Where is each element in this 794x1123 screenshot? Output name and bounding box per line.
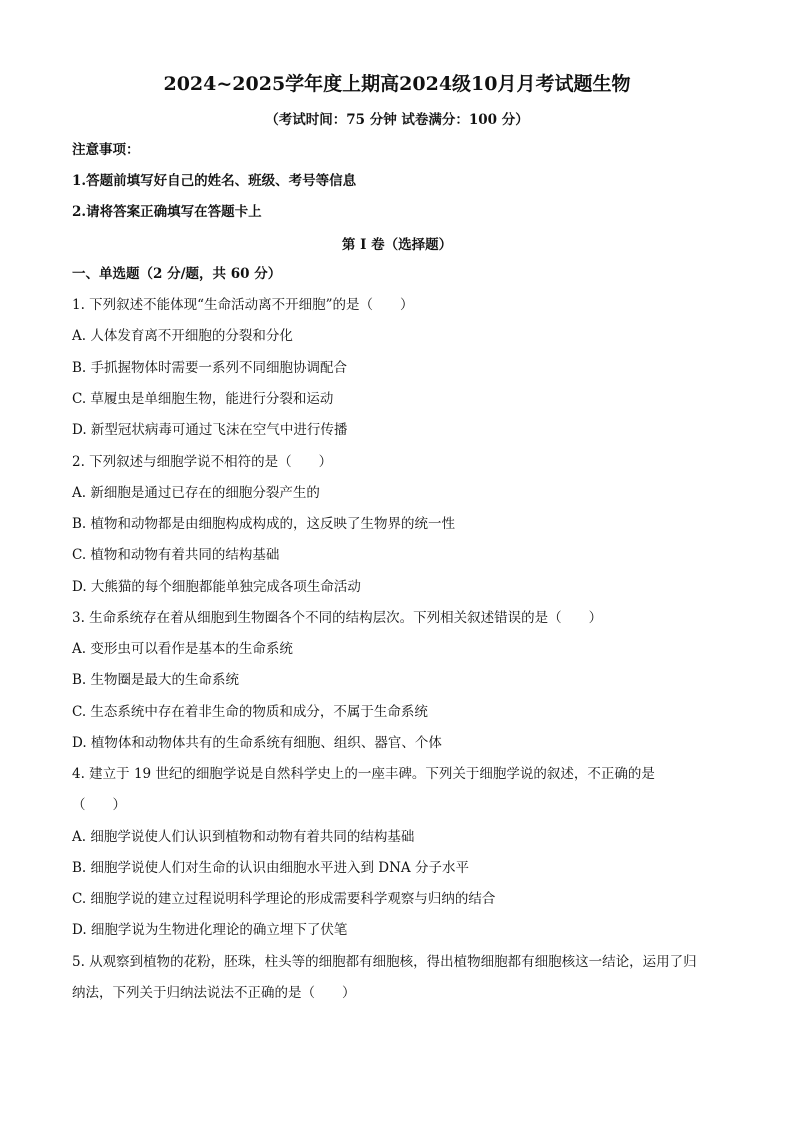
question-option: D. 植物体和动物体共有的生命系统有细胞、组织、器官、个体	[72, 735, 442, 751]
question-option: B. 植物和动物都是由细胞构成构成的，这反映了生物界的统一性	[72, 516, 456, 532]
question-option: B. 生物圈是最大的生命系统	[72, 672, 240, 688]
question-option: D. 新型冠状病毒可通过飞沫在空气中进行传播	[72, 422, 348, 438]
question-stem-continuation: （ ）	[72, 797, 126, 813]
question-stem: 2. 下列叙述与细胞学说不相符的是（ ）	[72, 454, 333, 470]
question-stem: 5. 从观察到植物的花粉，胚珠，柱头等的细胞都有细胞核，得出植物细胞都有细胞核这一结论，运用了归	[72, 954, 697, 970]
notice-heading: 注意事项：	[72, 142, 140, 158]
question-stem: 3. 生命系统存在着从细胞到生物圈各个不同的结构层次。下列相关叙述错误的是（ ）	[72, 610, 603, 626]
exam-subtitle: （考试时间：75 分钟 试卷满分：100 分）	[265, 112, 529, 128]
question-option: A. 人体发育离不开细胞的分裂和分化	[72, 328, 293, 344]
question-stem: 4. 建立于 19 世纪的细胞学说是自然科学史上的一座丰碑。下列关于细胞学说的叙述，不正确的是	[72, 766, 655, 782]
exam-title: 2024~2025学年度上期高2024级10月月考试题生物	[163, 73, 631, 95]
notice-item: 2.请将答案正确填写在答题卡上	[72, 204, 262, 220]
question-option: D. 细胞学说为生物进化理论的确立埋下了伏笔	[72, 922, 348, 938]
question-option: C. 细胞学说的建立过程说明科学理论的形成需要科学观察与归纳的结合	[72, 891, 496, 907]
question-option: B. 手抓握物体时需要一系列不同细胞协调配合	[72, 360, 348, 376]
question-stem-continuation: 纳法，下列关于归纳法说法不正确的是（ ）	[72, 985, 356, 1001]
question-option: A. 细胞学说使人们认识到植物和动物有着共同的结构基础	[72, 829, 415, 845]
question-option: C. 植物和动物有着共同的结构基础	[72, 547, 280, 563]
notice-item: 1.答题前填写好自己的姓名、班级、考号等信息	[72, 173, 357, 189]
question-option: C. 草履虫是单细胞生物，能进行分裂和运动	[72, 391, 334, 407]
question-option: A. 新细胞是通过已存在的细胞分裂产生的	[72, 485, 320, 501]
question-option: B. 细胞学说使人们对生命的认识由细胞水平进入到 DNA 分子水平	[72, 860, 469, 876]
question-option: C. 生态系统中存在着非生命的物质和成分，不属于生命系统	[72, 704, 428, 720]
question-stem: 1. 下列叙述不能体现“生命活动离不开细胞”的是（ ）	[72, 297, 414, 313]
question-option: A. 变形虫可以看作是基本的生命系统	[72, 641, 293, 657]
section-title: 第 I 卷（选择题）	[341, 237, 453, 253]
part-title: 一、单选题（2 分/题，共 60 分）	[72, 266, 282, 282]
question-option: D. 大熊猫的每个细胞都能单独完成各项生命活动	[72, 579, 361, 595]
